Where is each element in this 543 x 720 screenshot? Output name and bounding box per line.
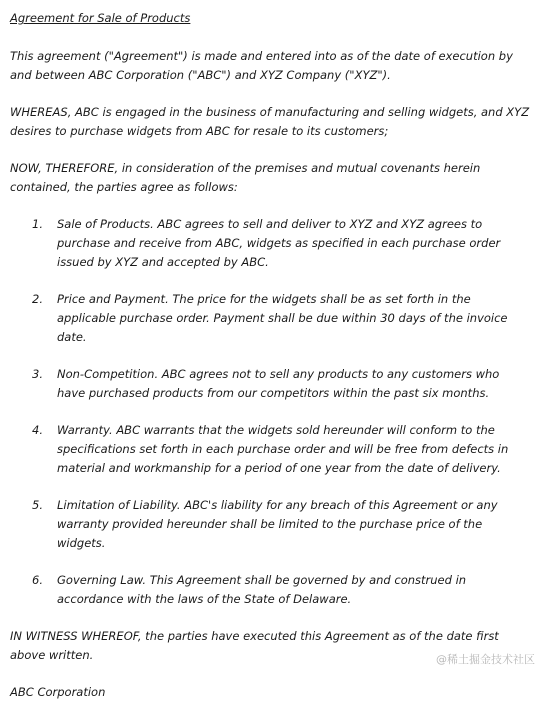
now-therefore-paragraph: NOW, THEREFORE, in consideration of the premises and mutual covenants herein contained, the parties agree as follows:	[10, 161, 481, 194]
clause-text: Sale of Products. ABC agrees to sell and deliver to XYZ and XYZ agrees to purchase and receive from ABC, widgets as specified in each purchase order issued by XYZ and accepted by ABC.	[57, 217, 501, 269]
intro-paragraph: This agreement ("Agreement") is made and entered into as of the date of execution by and between ABC Corporation ("ABC") and XYZ Company ("XYZ").	[10, 49, 513, 82]
document-title: Agreement for Sale of Products	[10, 11, 191, 25]
list-item	[10, 215, 533, 272]
clause-number: 5.	[32, 498, 43, 512]
signatory-name: ABC Corporation	[10, 685, 106, 699]
list-item	[10, 496, 533, 553]
clause-text: Governing Law. This Agreement shall be governed by and construed in accordance with the laws of the State of Delaware.	[57, 573, 467, 606]
clause-text: Warranty. ABC warrants that the widgets sold hereunder will conform to the specifications set forth in each purchase order and will be free from defects in material and workmanship for a period of one year from the date of delivery.	[57, 423, 509, 475]
clause-text: Price and Payment. The price for the widgets shall be as set forth in the applicable purchase order. Payment shall be due within 30 days of the invoice date.	[57, 292, 508, 344]
witness-paragraph: IN WITNESS WHEREOF, the parties have executed this Agreement as of the date first above written.	[10, 629, 499, 662]
clause-number: 3.	[32, 367, 43, 381]
clause-number: 6.	[32, 573, 43, 587]
whereas-paragraph: WHEREAS, ABC is engaged in the business of manufacturing and selling widgets, and XYZ desires to purchase widgets from ABC for resale to its customers;	[10, 105, 530, 138]
clause-text: Limitation of Liability. ABC's liability for any breach of this Agreement or any warranty provided hereunder shall be limited to the purchase price of the widgets.	[57, 498, 498, 550]
clause-list	[10, 215, 533, 609]
list-item	[10, 421, 533, 478]
list-item	[10, 290, 533, 347]
clause-number: 1.	[32, 217, 43, 231]
clause-number: 4.	[32, 423, 43, 437]
watermark: @稀土掘金技术社区	[436, 653, 535, 666]
clause-text: Non-Competition. ABC agrees not to sell any products to any customers who have purchased products from our competitors within the past six months.	[57, 367, 500, 400]
list-item	[10, 365, 533, 403]
list-item	[10, 571, 533, 609]
clause-number: 2.	[32, 292, 43, 306]
document-body	[10, 9, 533, 720]
